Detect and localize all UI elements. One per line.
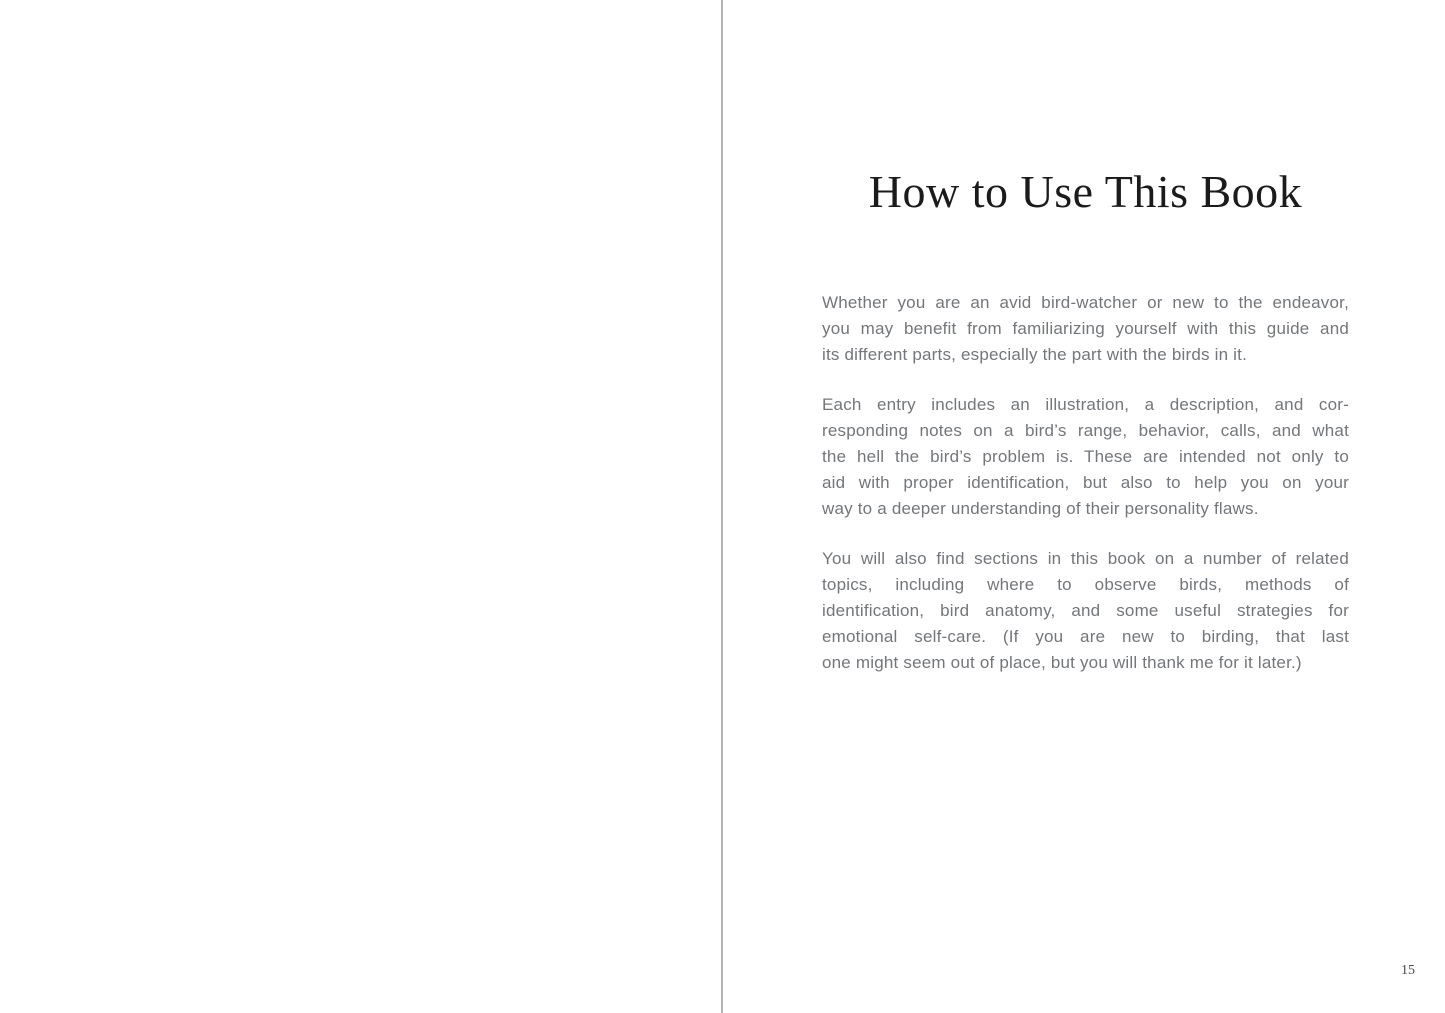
paragraph-2 bbox=[822, 392, 1349, 522]
right-page bbox=[723, 0, 1445, 1013]
paragraph-3-line: emotional self-care. (If you are new to birding, that last bbox=[822, 627, 1349, 646]
paragraph-2-line: the hell the bird’s problem is. These are intended not only to bbox=[822, 447, 1349, 466]
left-page-blank bbox=[0, 0, 721, 1013]
paragraph-3-line: identification, bird anatomy, and some useful strategies for bbox=[822, 601, 1349, 620]
chapter-title: How to Use This Book bbox=[868, 166, 1303, 217]
paragraph-3-line: one might seem out of place, but you will thank me for it later.) bbox=[822, 653, 1302, 672]
paragraph-2-line: aid with proper identification, but also to help you on your bbox=[822, 473, 1349, 492]
paragraph-3-line: You will also find sections in this book on a number of related bbox=[822, 549, 1349, 568]
paragraph-2-line: way to a deeper understanding of their personality flaws. bbox=[822, 499, 1259, 518]
paragraph-3-line: topics, including where to observe birds, methods of bbox=[822, 575, 1349, 594]
body-text-block bbox=[822, 290, 1349, 700]
paragraph-2-line: Each entry includes an illustration, a description, and cor- bbox=[822, 395, 1349, 414]
page-number: 15 bbox=[1401, 963, 1415, 978]
paragraph-1-line: Whether you are an avid bird-watcher or new to the endeavor, bbox=[822, 293, 1349, 312]
paragraph-1-line: its different parts, especially the part with the birds in it. bbox=[822, 345, 1248, 364]
paragraph-3 bbox=[822, 546, 1349, 676]
paragraph-1 bbox=[822, 290, 1349, 368]
paragraph-2-line: responding notes on a bird’s range, behavior, calls, and what bbox=[822, 421, 1349, 440]
paragraph-1-line: you may benefit from familiarizing yourself with this guide and bbox=[822, 319, 1349, 338]
